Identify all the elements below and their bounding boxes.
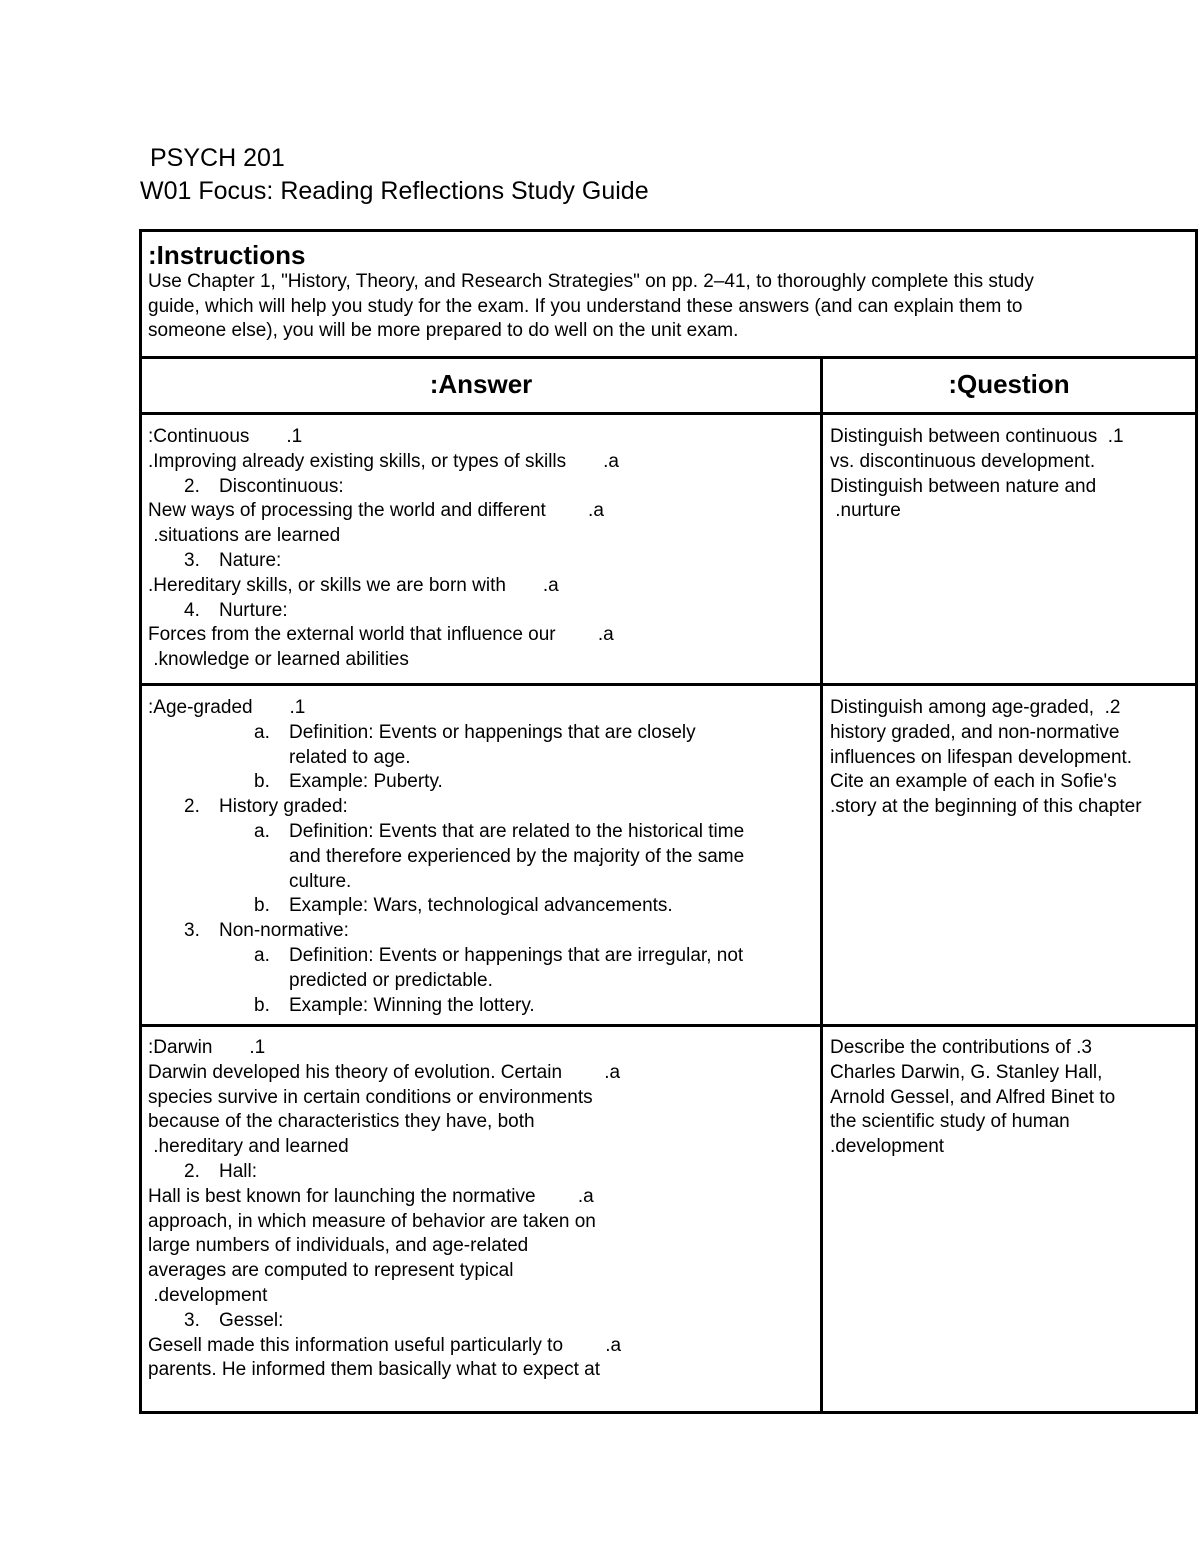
question-line: .story at the beginning of this chapter: [830, 796, 1142, 818]
answer-line: [148, 944, 744, 969]
question-line: Distinguish among age-graded, .2: [830, 697, 1121, 718]
list-marker: 4.: [184, 599, 200, 621]
row-divider-1: [139, 683, 1198, 686]
answer-text: Example: Wars, technological advancements.: [289, 895, 673, 917]
answer-line: [148, 574, 619, 599]
answer-text: Definition: Events or happenings that are irregular, not: [289, 944, 744, 966]
answer-text: and therefore experienced by the majority of the same: [289, 845, 745, 867]
list-marker: b.: [254, 771, 270, 793]
question-line: .nurture: [830, 500, 901, 522]
question-cell: [830, 1036, 1115, 1160]
answer-text: large numbers of individuals, and age-related: [148, 1235, 529, 1257]
instructions-line: guide, which will help you study for the exam. If you understand these answers (and can explain them to: [148, 295, 1023, 317]
answer-text: Hall is best known for launching the normative .a: [148, 1185, 594, 1207]
answer-text: :Age-graded .1: [148, 697, 306, 718]
answer-text: Discontinuous:: [219, 475, 344, 497]
list-marker: a.: [254, 944, 270, 966]
question-cell: [830, 696, 1142, 820]
answer-line: [148, 1234, 621, 1259]
answer-line: [148, 475, 619, 500]
list-marker: 3.: [184, 920, 200, 942]
answer-line: [148, 1358, 621, 1383]
answer-text: culture.: [289, 870, 352, 892]
question-line: Distinguish between nature and: [830, 475, 1097, 497]
answer-text: parents. He informed them basically what to expect at: [148, 1359, 601, 1381]
answer-line: [148, 1185, 621, 1210]
question-line: Arnold Gessel, and Alfred Binet to: [830, 1086, 1116, 1108]
list-marker: 2.: [184, 796, 200, 818]
question-line: the scientific study of human: [830, 1111, 1070, 1133]
question-line: .development: [830, 1136, 945, 1158]
answer-cell: [148, 1036, 621, 1383]
answer-line: [148, 1086, 621, 1111]
row-divider-2: [139, 1024, 1198, 1027]
answer-line: [148, 1135, 621, 1160]
answer-line: [148, 1284, 621, 1309]
page-title: W01 Focus: Reading Reflections Study Guide: [140, 177, 649, 205]
question-line: influences on lifespan development.: [830, 746, 1133, 768]
answer-line: [148, 499, 619, 524]
answer-text: .knowledge or learned abilities: [148, 649, 409, 671]
answer-line: [148, 746, 744, 771]
answer-line: [148, 623, 619, 648]
answer-line: [148, 994, 744, 1019]
list-marker: 3.: [184, 1309, 200, 1331]
list-marker: a.: [254, 820, 270, 842]
question-line: Distinguish between continuous .1: [830, 426, 1124, 447]
answer-line: [148, 425, 619, 450]
answer-text: Hall:: [219, 1160, 258, 1182]
instructions-heading: :Instructions: [148, 240, 306, 270]
answer-line: [148, 1036, 621, 1061]
answer-line: [148, 599, 619, 624]
answer-cell: [148, 696, 744, 1018]
answer-line: [148, 721, 744, 746]
question-line: history graded, and non-normative: [830, 721, 1120, 743]
list-marker: 2.: [184, 1160, 200, 1182]
answer-line: [148, 1259, 621, 1284]
answer-text: Darwin developed his theory of evolution. Certain .a: [148, 1061, 621, 1083]
answer-text: species survive in certain conditions or environments: [148, 1086, 593, 1108]
list-marker: 3.: [184, 549, 200, 571]
answer-line: [148, 1309, 621, 1334]
answer-line: [148, 549, 619, 574]
answer-line: [148, 648, 619, 673]
instructions-section: [148, 240, 1188, 344]
answer-text: Definition: Events or happenings that are closely: [289, 721, 696, 743]
question-column-header: :Question: [948, 369, 1070, 399]
answer-text: .hereditary and learned: [148, 1136, 349, 1158]
answer-line: [148, 1160, 621, 1185]
answer-text: averages are computed to represent typical: [148, 1260, 514, 1282]
answer-text: Definition: Events that are related to the historical time: [289, 820, 745, 842]
answer-line: [148, 969, 744, 994]
list-marker: b.: [254, 994, 270, 1016]
question-line: vs. discontinuous development.: [830, 450, 1096, 472]
column-divider: [820, 356, 823, 1411]
answer-text: .Hereditary skills, or skills we are born with .a: [148, 574, 559, 596]
answer-text: History graded:: [219, 796, 348, 818]
answer-column-header: :Answer: [429, 369, 533, 399]
answer-line: [148, 1334, 621, 1359]
answer-line: [148, 1110, 621, 1135]
answer-line: [148, 894, 744, 919]
answer-line: [148, 770, 744, 795]
answer-line: [148, 1210, 621, 1235]
instructions-line: someone else), you will be more prepared to do well on the unit exam.: [148, 320, 739, 341]
row-divider-header: [139, 412, 1198, 415]
answer-line: [148, 696, 744, 721]
answer-line: [148, 919, 744, 944]
course-code: PSYCH 201: [150, 144, 285, 172]
list-marker: 2.: [184, 475, 200, 497]
answer-text: approach, in which measure of behavior are taken on: [148, 1210, 596, 1232]
list-marker: b.: [254, 895, 270, 917]
answer-text: Example: Puberty.: [289, 771, 443, 793]
question-line: Cite an example of each in Sofie's: [830, 771, 1117, 793]
answer-line: [148, 870, 744, 895]
answer-text: :Darwin .1: [148, 1037, 266, 1058]
answer-text: Example: Winning the lottery.: [289, 994, 535, 1016]
answer-line: [148, 450, 619, 475]
answer-text: .development: [148, 1284, 268, 1306]
row-divider-instructions: [139, 356, 1198, 359]
answer-text: .Improving already existing skills, or types of skills .a: [148, 450, 619, 472]
answer-line: [148, 1061, 621, 1086]
answer-text: Gesell made this information useful particularly to .a: [148, 1334, 622, 1356]
answer-line: [148, 845, 744, 870]
answer-text: Non-normative:: [219, 920, 349, 942]
answer-text: Gessel:: [219, 1309, 284, 1331]
answer-text: related to age.: [289, 746, 411, 768]
answer-text: because of the characteristics they have, both: [148, 1111, 535, 1133]
answer-line: [148, 820, 744, 845]
answer-text: predicted or predictable.: [289, 969, 493, 991]
answer-text: Nurture:: [219, 599, 288, 621]
question-cell: [830, 425, 1124, 524]
instructions-line: Use Chapter 1, "History, Theory, and Research Strategies" on pp. 2–41, to thoroughly complete this study: [148, 271, 1034, 292]
list-marker: a.: [254, 721, 270, 743]
answer-text: Nature:: [219, 549, 282, 571]
answer-text: .situations are learned: [148, 525, 341, 547]
question-line: Charles Darwin, G. Stanley Hall,: [830, 1061, 1103, 1083]
answer-line: [148, 795, 744, 820]
question-line: Describe the contributions of .3: [830, 1037, 1092, 1058]
answer-cell: [148, 425, 619, 673]
answer-text: Forces from the external world that influence our .a: [148, 624, 614, 646]
answer-text: :Continuous .1: [148, 426, 303, 447]
answer-text: New ways of processing the world and different .a: [148, 500, 604, 522]
answer-line: [148, 524, 619, 549]
